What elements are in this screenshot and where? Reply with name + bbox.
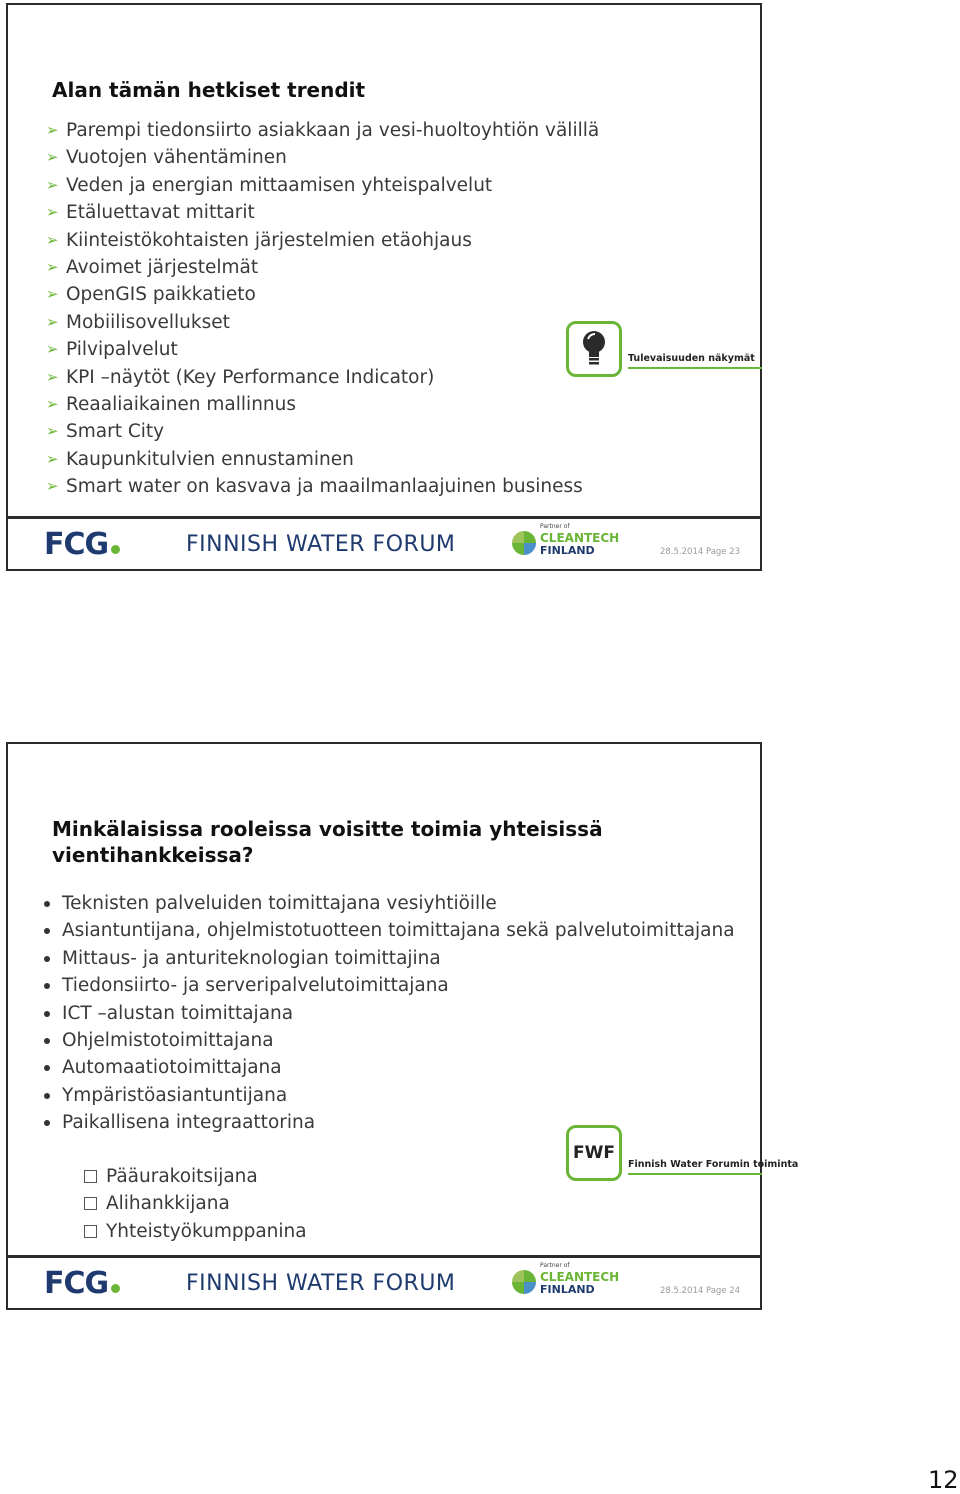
cleantech-finland-logo: Partner of CLEANTECH FINLAND [512, 523, 608, 561]
finnish-water-forum-logo: FINNISH WATER FORUM [186, 1271, 456, 1296]
list-item: ➢ Vuotojen vähentäminen [44, 144, 599, 171]
list-item: ➢ Mobiilisovellukset [44, 309, 599, 336]
fwf-badge: FWF [566, 1125, 622, 1181]
arrow-bullet-icon: ➢ [46, 230, 59, 249]
trend-list [44, 117, 599, 501]
list-item: Paikallisena integraattorina [40, 1109, 735, 1136]
slide-23 [6, 3, 762, 571]
list-item: Tiedonsiirto- ja serveripalvelutoimittajana [40, 972, 735, 999]
list-item: ➢ Pilvipalvelut [44, 336, 599, 363]
bullet-dot-icon [44, 1065, 50, 1071]
slide-title: Alan tämän hetkiset trendit [52, 78, 366, 102]
list-item: Ohjelmistotoimittajana [40, 1027, 735, 1054]
slide-24 [6, 742, 799, 1310]
arrow-bullet-icon: ➢ [46, 477, 59, 496]
arrow-bullet-icon: ➢ [46, 340, 59, 359]
list-item: ICT –alustan toimittajana [40, 1000, 735, 1027]
list-item: Automaatiotoimittajana [40, 1054, 735, 1081]
roles-list [40, 890, 735, 1137]
list-item: Alihankkijana [82, 1190, 307, 1217]
arrow-bullet-icon: ➢ [46, 422, 59, 441]
list-item: Teknisten palveluiden toimittajana vesiyhtiöille [40, 890, 735, 917]
arrow-bullet-icon: ➢ [46, 312, 59, 331]
list-item: Mittaus- ja anturiteknologian toimittajina [40, 945, 735, 972]
bullet-dot-icon [44, 983, 50, 989]
badge-label: Tulevaisuuden näkymät [628, 353, 762, 369]
arrow-bullet-icon: ➢ [46, 285, 59, 304]
checkbox-bullet-icon [84, 1197, 97, 1210]
arrow-bullet-icon: ➢ [46, 203, 59, 222]
bullet-dot-icon [44, 956, 50, 962]
list-item: Yhteistyökumppanina [82, 1218, 307, 1245]
bullet-dot-icon [44, 1011, 50, 1017]
checkbox-bullet-icon [84, 1170, 97, 1183]
list-item: ➢ Kaupunkitulvien ennustaminen [44, 446, 599, 473]
bullet-dot-icon [44, 1093, 50, 1099]
bullet-dot-icon [44, 928, 50, 934]
checkbox-bullet-icon [84, 1225, 97, 1238]
bullet-dot-icon [44, 1038, 50, 1044]
sub-roles-list [82, 1163, 307, 1245]
slide-footer [8, 516, 760, 569]
fcg-logo: FCG [44, 527, 120, 562]
lightbulb-icon [580, 329, 608, 369]
cleantech-finland-logo: Partner of CLEANTECH FINLAND [512, 1262, 608, 1300]
page-info: 28.5.2014 Page 24 [660, 1286, 741, 1296]
list-item: ➢ Parempi tiedonsiirto asiakkaan ja vesi-huoltoyhtiön välillä [44, 117, 599, 144]
arrow-bullet-icon: ➢ [46, 148, 59, 167]
arrow-bullet-icon: ➢ [46, 367, 59, 386]
slide-footer [8, 1255, 760, 1308]
list-item: Ympäristöasiantuntijana [40, 1082, 735, 1109]
list-item: Asiantuntijana, ohjelmistotuotteen toimittajana sekä palvelutoimittajana [40, 917, 735, 944]
document-page-number: 12 [928, 1466, 959, 1494]
list-item: ➢ Smart City [44, 418, 599, 445]
arrow-bullet-icon: ➢ [46, 175, 59, 194]
bullet-dot-icon [44, 901, 50, 907]
list-item: ➢ Veden ja energian mittaamisen yhteispalvelut [44, 172, 599, 199]
list-item: ➢ Smart water on kasvava ja maailmanlaajuinen business [44, 473, 599, 500]
list-item: Pääurakoitsijana [82, 1163, 307, 1190]
list-item: ➢ Kiinteistökohtaisten järjestelmien etäohjaus [44, 227, 599, 254]
list-item: ➢ KPI –näytöt (Key Performance Indicator) [44, 364, 599, 391]
list-item: ➢ Etäluettavat mittarit [44, 199, 599, 226]
arrow-bullet-icon: ➢ [46, 395, 59, 414]
page-info: 28.5.2014 Page 23 [660, 547, 741, 557]
list-item: ➢ Reaaliaikainen mallinnus [44, 391, 599, 418]
bullet-dot-icon [44, 1120, 50, 1126]
badge-label: Finnish Water Forumin toiminta [628, 1159, 762, 1175]
cleantech-emblem-icon [512, 531, 536, 555]
arrow-bullet-icon: ➢ [46, 449, 59, 468]
list-item: ➢ Avoimet järjestelmät [44, 254, 599, 281]
fcg-logo: FCG [44, 1266, 120, 1301]
lightbulb-badge [566, 321, 622, 377]
list-item: ➢ OpenGIS paikkatieto [44, 281, 599, 308]
arrow-bullet-icon: ➢ [46, 258, 59, 277]
arrow-bullet-icon: ➢ [46, 121, 59, 139]
finnish-water-forum-logo: FINNISH WATER FORUM [186, 532, 456, 557]
slide-title: Minkälaisissa rooleissa voisitte toimia yhteisissä vientihankkeissa? [52, 817, 603, 867]
cleantech-emblem-icon [512, 1270, 536, 1294]
